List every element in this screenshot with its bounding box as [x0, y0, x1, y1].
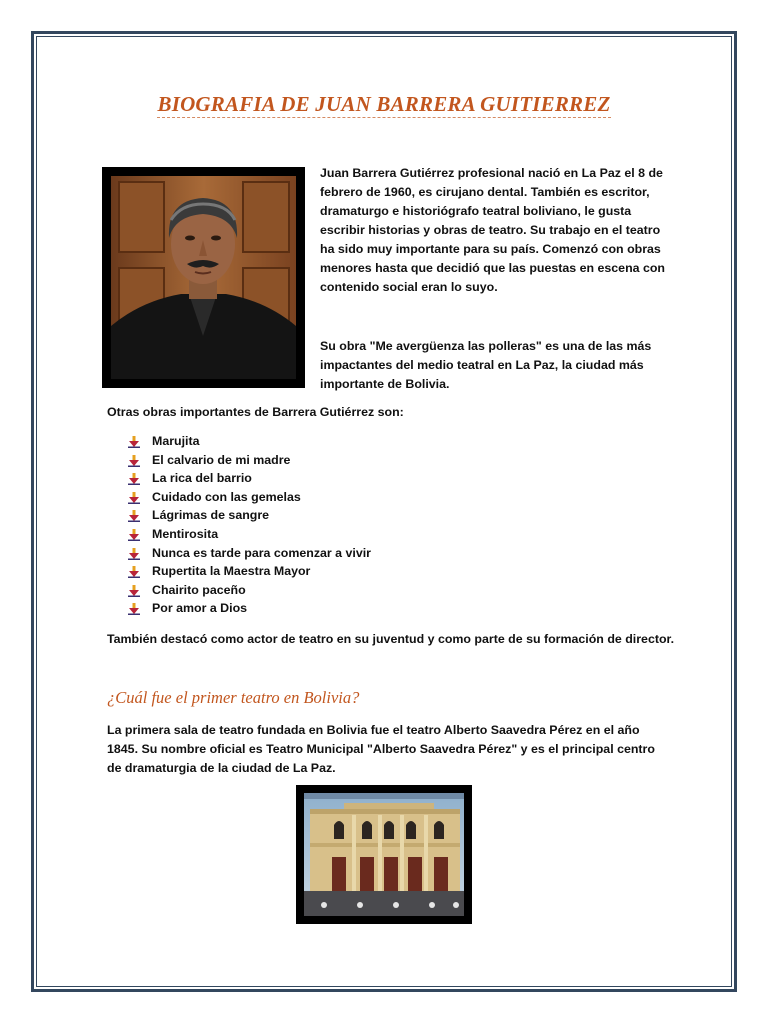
- portrait-image: [111, 176, 296, 379]
- list-item: Mentirosita: [128, 525, 371, 544]
- arrow-down-bullet-icon: [128, 436, 140, 448]
- section-heading: ¿Cuál fue el primer teatro en Bolivia?: [107, 688, 360, 707]
- list-item: Chairito paceño: [128, 581, 371, 600]
- other-works-intro: Otras obras importantes de Barrera Gutiérrez son:: [107, 405, 404, 419]
- list-item: La rica del barrio: [128, 469, 371, 488]
- intro-paragraph: Juan Barrera Gutiérrez profesional nació en La Paz el 8 de febrero de 1960, es cirujano dental. También es escritor, dramaturgo e historiógrafo teatral boliviano, le gusta escribir historias y obras de teatro. Su trabajo en el teatro ha sido muy importante para su país. Comenzó con obras menores hasta que decidió que las puestas en escena con contenido social eran lo suyo.: [320, 166, 665, 294]
- theatre-paragraph: La primera sala de teatro fundada en Bolivia fue el teatro Alberto Saavedra Pérez en el año 1845. Su nombre oficial es Teatro Municipal "Alberto Saavedra Pérez" y es el principal centro de dramaturgia de la ciudad de La Paz.: [107, 723, 655, 775]
- theatre-image: [304, 793, 464, 916]
- arrow-down-bullet-icon: [128, 492, 140, 504]
- arrow-down-bullet-icon: [128, 473, 140, 485]
- arrow-down-bullet-icon: [128, 455, 140, 467]
- list-item: Cuidado con las gemelas: [128, 488, 371, 507]
- arrow-down-bullet-icon: [128, 529, 140, 541]
- theatre-photo: [296, 785, 472, 924]
- list-item: Rupertita la Maestra Mayor: [128, 562, 371, 581]
- arrow-down-bullet-icon: [128, 585, 140, 597]
- list-item: Lágrimas de sangre: [128, 506, 371, 525]
- arrow-down-bullet-icon: [128, 566, 140, 578]
- arrow-down-bullet-icon: [128, 548, 140, 560]
- list-item: El calvario de mi madre: [128, 451, 371, 470]
- list-item: Marujita: [128, 432, 371, 451]
- other-works-list: [128, 432, 371, 618]
- arrow-down-bullet-icon: [128, 603, 140, 615]
- work-paragraph: Su obra "Me avergüenza las polleras" es una de las más impactantes del medio teatral en La Paz, la ciudad más importante de Bolivia.: [320, 339, 652, 391]
- arrow-down-bullet-icon: [128, 510, 140, 522]
- document-title: BIOGRAFIA DE JUAN BARRERA GUITIERREZ: [157, 92, 611, 116]
- actor-paragraph: También destacó como actor de teatro en su juventud y como parte de su formación de director.: [107, 632, 675, 646]
- list-item: Por amor a Dios: [128, 599, 371, 618]
- portrait-photo: [102, 167, 305, 388]
- list-item: Nunca es tarde para comenzar a vivir: [128, 544, 371, 563]
